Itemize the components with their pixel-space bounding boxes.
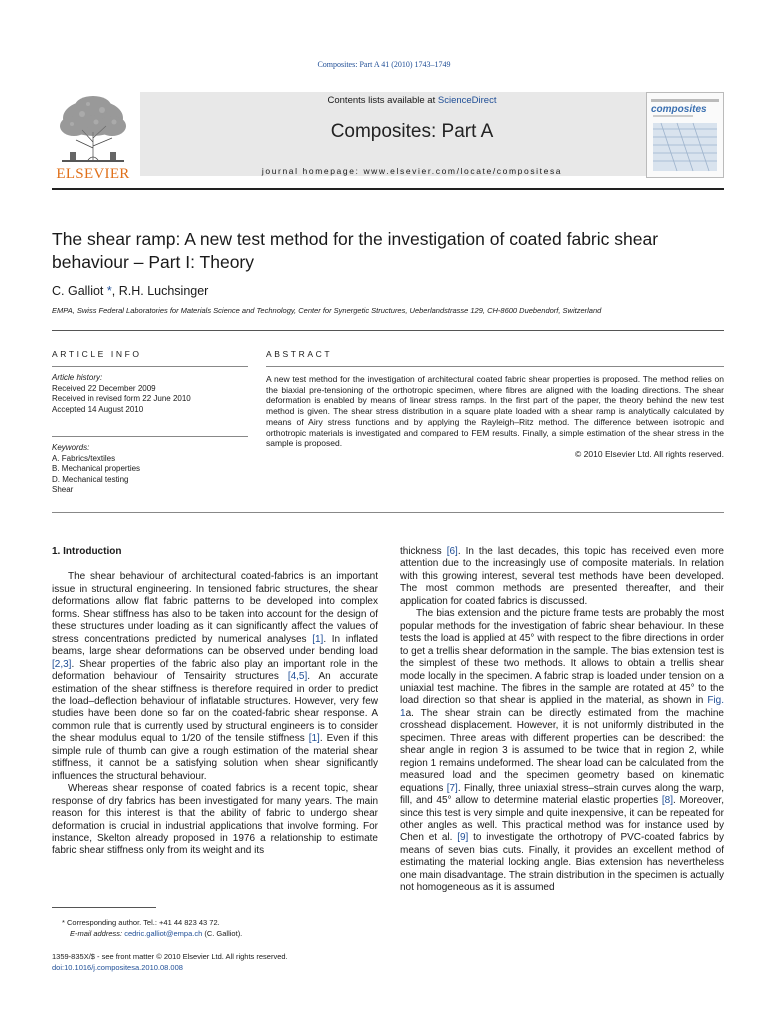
journal-citation[interactable]: Composites: Part A 41 (2010) 1743–1749: [317, 60, 451, 69]
journal-title: Composites: Part A: [330, 121, 494, 142]
journal-homepage[interactable]: journal homepage: www.elsevier.com/locate/compositesa: [261, 166, 563, 176]
contents-line: Contents lists available at ScienceDirect: [327, 95, 497, 106]
footnote-rule: [52, 907, 156, 908]
reference-link[interactable]: [4,5]: [287, 671, 308, 683]
reference-link[interactable]: [8]: [661, 795, 673, 807]
reference-link[interactable]: [1]: [308, 733, 320, 745]
journal-cover-thumbnail[interactable]: [646, 92, 724, 178]
corresponding-author-footnote: * Corresponding author. Tel.: +41 44 823 43 72. E-mail address: cedric.galliot@empa.ch (C. Galliot).: [62, 918, 243, 938]
journal-banner: [140, 92, 684, 176]
abstract-body: A new test method for the investigation of architectural coated fabric shear properties is proposed. The method relies on the biaxial pre-tensioning of the orthotropic specimen, where fibres are aligned with the loading directions. The shear deformation is enabled by means of linear stress ramps. In the first part of the paper, the theory behind the new test method is given. The shear stress distribution in a square plate loaded with a shear ramp is analytically calculated by means of Airy stress functions and by applying the Rayleigh–Ritz method. The difference between isotropic and orthotropic materials is investigated and compared to FEM results. Finally, a simple estimation of the shear stress in the sample is proposed.: [266, 374, 724, 449]
reference-link[interactable]: [1]: [312, 633, 324, 645]
author-list: C. Galliot *, R.H. Luchsinger: [52, 284, 209, 298]
article-history: [52, 373, 248, 415]
author-affiliation: EMPA, Swiss Federal Laboratories for Materials Science and Technology, Center for Synergetic Structures, Ueberlandstrasse 129, CH-8600 Duebendorf, Switzerland: [52, 306, 602, 315]
body-column-left: [52, 546, 378, 858]
abstract-heading: ABSTRACT: [266, 349, 333, 359]
body-paragraph: thickness [6]. In the last decades, this topic has received even more attention due to the increasingly use of composite materials. In relation with this growing interest, several test methods have been developed. The most common methods are presented thereafter, and their application for coated fabrics is discussed.: [400, 546, 724, 607]
history-item: Accepted 14 August 2010: [52, 404, 144, 414]
body-paragraph: The shear behaviour of architectural coated-fabrics is an important issue in structural engineering. In tensioned fabric structures, the shear deformations allow flat fabric patterns to be developed into complex forms. Shear stiffness has also to be taken into account for the design of these structures under loading as it can significantly affect the values of stress concentrations predicted by numerical analyses [1]. In inflated beams, large shear deformations can be observed under bending load [2,3]. Shear properties of the fabric also play an important role in the deformation behaviour of Tensairity structures [4,5]. An accurate estimation of the shear stiffness is therefore required in order to predict the load–deflection behaviour of inflatable structures. However, very few studies have been done so far on the coated-fabric shear response. A common rule that is currently used by structural engineers is to consider the shear modulus equal to 1/20 of the tensile stiffness [1]. Even if this simple rule of thumb can give a rough estimation of the material shear stiffness, it cannot be a satisfying solution when shear significantly influences the structural behaviour.: [52, 571, 379, 782]
keywords-label: Keywords:: [52, 443, 90, 452]
email-link[interactable]: cedric.galliot@empa.ch: [124, 928, 203, 938]
keyword-item: D. Mechanical testing: [52, 474, 129, 484]
corresponding-author-mark[interactable]: *: [106, 284, 112, 298]
author-name: R.H. Luchsinger: [118, 284, 209, 298]
title-rule: [52, 330, 724, 331]
body-paragraph: The bias extension and the picture frame tests are probably the most popular methods for the investigation of fabric shear behaviour. In these tests the load is applied at 45° with respect to the fibre directions in order to get a trellis shear deformation in the sample. The bias extension test is the simplest of these two methods. It allows to obtain a trellis shear mode locally in the specimen. A fabric strap is loaded under tension on a uniaxial test machine. The fibres in the sample are rotated at 45° to the load direction so that shear is applied in the material, as shown in Fig. 1a. The shear strain can be directly estimated from the machine crosshead displacement. However, it is not uniformly distributed in the specimen. Three areas with different properties can be described: the shear angle in region 3 is assumed to be twice that in region 2, while region 1 remains undeformed. The shear load can be calculated from the measured load and the specimen geometry based on kinematic equations [7]. Finally, three uniaxial stress–strain curves along the warp, fill, and 45° allow to determine material elastic properties [8]. Moreover, since this test is very simple and quite inexpensive, it can be repeated for other angles as well. This practical method was for instance used by Chen et al. [9] to investigate the orthotropy of PVC-coated fabrics by means of seven bias cuts. Finally, it provides an excellent method of estimating the material locking angle. Bias extension has nevertheless one main disadvantage. The strain distribution in the specimen is actually not homogeneous as it is assumed: [400, 608, 724, 894]
section-heading: 1. Introduction: [52, 546, 122, 557]
figure-link[interactable]: Fig. 1: [400, 695, 724, 719]
issn-line: 1359-835X/$ - see front matter © 2010 Elsevier Ltd. All rights reserved.: [52, 952, 288, 961]
history-item: Received in revised form 22 June 2010: [52, 394, 191, 403]
article-info-heading: ARTICLE INFO: [52, 349, 142, 359]
history-label: Article history:: [52, 373, 103, 382]
abstract-rule: [266, 366, 724, 367]
info-rule: [52, 366, 248, 367]
history-item: Received 22 December 2009: [52, 383, 156, 393]
cover-label: composites: [651, 104, 707, 115]
doi-link[interactable]: doi:10.1016/j.compositesa.2010.08.008: [52, 962, 183, 972]
elsevier-wordmark: ELSEVIER: [56, 166, 130, 182]
sciencedirect-link[interactable]: ScienceDirect: [437, 95, 497, 106]
keywords-rule: [52, 436, 248, 437]
journal-masthead: [52, 92, 724, 182]
reference-link[interactable]: [6]: [446, 546, 458, 557]
author-name: C. Galliot: [52, 284, 104, 298]
keywords: [52, 443, 248, 496]
imprint: [52, 952, 378, 973]
reference-link[interactable]: [9]: [457, 832, 469, 844]
body-paragraph: Whereas shear response of coated fabrics is a recent topic, shear response of dry fabrics has been investigated for many years. The main reason for this interest is that the ability of fabric to undergo shear deformation is crucial in industrial applications that involve forming. For instance, Skelton already proposed in 1976 a relationship to estimate fabric shear stiffness only from its weight and its: [52, 783, 378, 857]
abstract-bottom-rule: [52, 512, 724, 513]
header-rule: [52, 188, 724, 190]
body-column-right: [400, 546, 724, 895]
keyword-item: A. Fabrics/textiles: [52, 453, 116, 463]
paper-title: The shear ramp: A new test method for the investigation of coated fabric shear behaviour – Part I: Theory: [52, 229, 659, 272]
keyword-item: Shear: [52, 485, 74, 494]
abstract-copyright: © 2010 Elsevier Ltd. All rights reserved.: [575, 448, 724, 459]
keyword-item: B. Mechanical properties: [52, 464, 141, 473]
abstract-text: [266, 374, 724, 460]
reference-link[interactable]: [2,3]: [52, 658, 72, 670]
reference-link[interactable]: [7]: [446, 782, 458, 794]
